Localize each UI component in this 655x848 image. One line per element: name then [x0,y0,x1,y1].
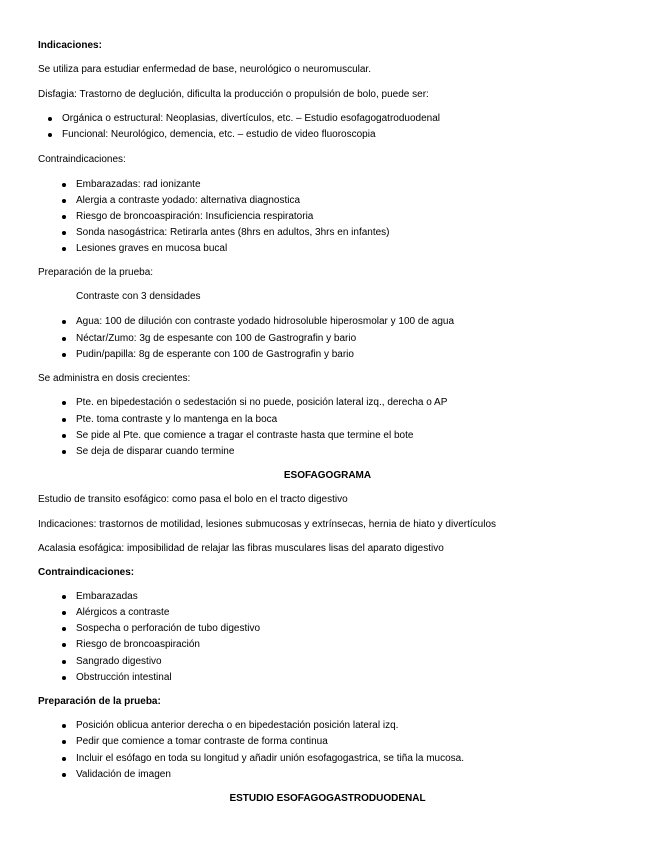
list-item: Alergia a contraste yodado: alternativa diagnostica [76,195,301,206]
bullet-icon [62,320,66,324]
bullet-icon [62,595,66,599]
bullet-icon [62,773,66,777]
bullet-icon [48,133,52,137]
list-item: Obstrucción intestinal [76,672,172,683]
section-title-esofagograma: ESOFAGOGRAMA [283,470,372,481]
bullet-icon [62,643,66,647]
section-title-esofagogastroduodenal: ESTUDIO ESOFAGOGASTRODUODENAL [229,793,426,804]
list-item: Agua: 100 de dilución con contraste yodado hidrosoluble hiperosmolar y 100 de agua [76,316,455,327]
bullet-icon [62,231,66,235]
bullet-icon [48,117,52,121]
list-item: Validación de imagen [76,769,171,780]
list-item: Pte. toma contraste y lo mantenga en la boca [76,414,278,425]
list-item: Sangrado digestivo [76,656,162,667]
bullet-icon [62,450,66,454]
list-item: Pedir que comience a tomar contraste de forma continua [76,736,328,747]
paragraph: Preparación de la prueba: [38,267,154,278]
bullet-icon [62,353,66,357]
paragraph: Contraindicaciones: [38,154,126,165]
list-item: Embarazadas: rad ionizante [76,179,201,190]
list-item: Incluir el esófago en toda su longitud y añadir unión esofagogastrica, se tiña la mucosa. [76,753,465,764]
paragraph: Se administra en dosis crecientes: [38,373,191,384]
bullet-icon [62,660,66,664]
bullet-icon [62,676,66,680]
list-item: Lesiones graves en mucosa bucal [76,243,228,254]
paragraph: Se utiliza para estudiar enfermedad de base, neurológico o neuromuscular. [38,64,371,75]
list-item: Se pide al Pte. que comience a tragar el contraste hasta que termine el bote [76,430,414,441]
list-item: Riesgo de broncoaspiración [76,639,200,650]
bullet-icon [62,418,66,422]
paragraph: Disfagia: Trastorno de deglución, dificulta la producción o propulsión de bolo, puede ser: [38,89,429,100]
bullet-icon [62,740,66,744]
list-item: Posición oblicua anterior derecha o en bipedestación posición lateral izq. [76,720,399,731]
bullet-icon [62,724,66,728]
paragraph: Acalasia esofágica: imposibilidad de relajar las fibras musculares lisas del aparato digestivo [38,543,444,554]
bullet-icon [62,199,66,203]
list-item: Sospecha o perforación de tubo digestivo [76,623,261,634]
paragraph: Estudio de transito esofágico: como pasa el bolo en el tracto digestivo [38,494,348,505]
list-item: Se deja de disparar cuando termine [76,446,235,457]
bullet-icon [62,183,66,187]
bullet-icon [62,757,66,761]
bullet-icon [62,611,66,615]
section-heading-preparacion: Preparación de la prueba: [38,696,161,707]
list-item: Riesgo de broncoaspiración: Insuficiencia respiratoria [76,211,314,222]
list-item: Funcional: Neurológico, demencia, etc. – estudio de video fluoroscopia [62,129,376,140]
list-item: Pte. en bipedestación o sedestación si no puede, posición lateral izq., derecha o AP [76,397,448,408]
list-item: Sonda nasogástrica: Retirarla antes (8hrs en adultos, 3hrs en infantes) [76,227,390,238]
list-item: Pudin/papilla: 8g de esperante con 100 de Gastrografin y bario [76,349,354,360]
bullet-icon [62,627,66,631]
bullet-icon [62,401,66,405]
section-heading-contraindicaciones: Contraindicaciones: [38,567,135,578]
list-item: Embarazadas [76,591,138,602]
bullet-icon [62,247,66,251]
list-item: Alérgicos a contraste [76,607,170,618]
bullet-icon [62,434,66,438]
section-heading-indicaciones: Indicaciones: [38,40,102,51]
paragraph: Indicaciones: trastornos de motilidad, lesiones submucosas y extrínsecas, hernia de hiato y divertículos [38,519,497,530]
paragraph: Contraste con 3 densidades [76,291,201,302]
bullet-icon [62,215,66,219]
list-item: Néctar/Zumo: 3g de espesante con 100 de Gastrografin y bario [76,333,357,344]
list-item: Orgánica o estructural: Neoplasias, divertículos, etc. – Estudio esofagogatroduodenal [62,113,440,124]
bullet-icon [62,337,66,341]
